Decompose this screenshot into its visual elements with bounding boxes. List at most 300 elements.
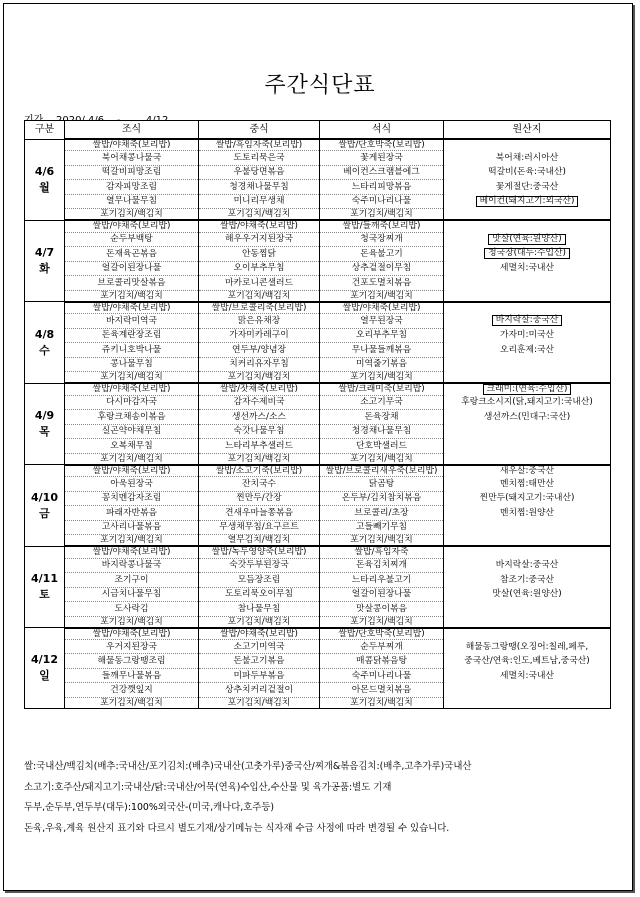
- menu-row: [25, 328, 611, 343]
- breakfast-cell: [65, 410, 199, 425]
- day-date: 4/8: [34, 327, 55, 341]
- day-weekday: 수: [39, 343, 50, 357]
- dinner-cell: [320, 247, 444, 262]
- breakfast-text: 쌀밥/야채죽(보리밥): [92, 384, 171, 395]
- dinner-cell: [320, 654, 444, 669]
- dinner-cell: [320, 328, 444, 343]
- menu-row: [25, 535, 611, 547]
- lunch-text: 우불당면볶음: [233, 167, 285, 178]
- breakfast-cell: [65, 439, 199, 454]
- origin-cell: [444, 180, 611, 195]
- origin-text: 해물동그랑땡(오징어:칠레,페루,: [465, 641, 589, 652]
- origin-cell: [444, 573, 611, 588]
- dinner-cell: [320, 357, 444, 372]
- lunch-cell: [199, 683, 320, 698]
- breakfast-text: 쌀밥/야채죽(보리밥): [92, 465, 171, 476]
- lunch-text: 청경채나물무침: [229, 181, 289, 192]
- note-line: 소고기:호주산/돼지고기:국내산/닭:국내산/어묵(연육)수입산,수산물 및 육가공품:별도 기재: [24, 781, 392, 793]
- origin-cell: [444, 383, 611, 395]
- origin-cell: [444, 410, 611, 425]
- lunch-cell: [199, 546, 320, 558]
- menu-row: [25, 290, 611, 302]
- lunch-cell: [199, 165, 320, 180]
- origin-cell: [444, 439, 611, 454]
- menu-row: [25, 247, 611, 262]
- lunch-cell: [199, 506, 320, 521]
- lunch-text: 미니리무생채: [233, 196, 285, 207]
- lunch-cell: [199, 410, 320, 425]
- menu-row: [25, 628, 611, 640]
- dinner-text: 포기김치/백김치: [350, 697, 413, 708]
- lunch-cell: [199, 328, 320, 343]
- breakfast-cell: [65, 261, 199, 276]
- dinner-cell: [320, 453, 444, 465]
- origin-cell: [444, 220, 611, 232]
- menu-row: [25, 232, 611, 247]
- lunch-text: 포기김치/백김치: [227, 616, 291, 627]
- menu-row: [25, 343, 611, 358]
- lunch-cell: [199, 453, 320, 465]
- origin-text: 맛살(연육:원양산): [492, 589, 562, 600]
- dinner-cell: [320, 343, 444, 358]
- dinner-cell: [320, 276, 444, 291]
- dinner-cell: [320, 383, 444, 395]
- origin-cell: [444, 314, 611, 329]
- menu-table: [24, 120, 611, 709]
- dinner-cell: [320, 573, 444, 588]
- lunch-cell: [199, 302, 320, 314]
- dinner-cell: [320, 139, 444, 151]
- breakfast-cell: [65, 357, 199, 372]
- dinner-cell: [320, 151, 444, 166]
- origin-text: 북어채:러시아산: [495, 152, 559, 163]
- dinner-text: 무나물들깨볶음: [351, 344, 412, 355]
- origin-text: 중국산/연육:인도,베트남,중국산): [464, 656, 590, 667]
- note-line: 두부,순두부,연두부(대두):100%외국산-(미국,캐나다,호주등): [24, 802, 275, 813]
- origin-text: 베이컨(돼지고기:외국산): [476, 196, 579, 207]
- day-cell: [25, 302, 65, 383]
- breakfast-cell: [65, 465, 199, 477]
- breakfast-cell: [65, 165, 199, 180]
- header-breakfast: 조식: [65, 121, 199, 140]
- day-date: 4/9: [34, 409, 55, 423]
- breakfast-text: 포기김치/백김치: [100, 372, 163, 383]
- breakfast-cell: [65, 328, 199, 343]
- dinner-cell: [320, 290, 444, 302]
- lunch-text: 열무김치/백김치: [227, 535, 291, 546]
- lunch-cell: [199, 290, 320, 302]
- lunch-text: 느타리부추샐러드: [225, 440, 293, 451]
- origin-cell: [444, 343, 611, 358]
- breakfast-text: 포기김치/백김치: [100, 535, 163, 546]
- breakfast-text: 쌀밥/야채죽(보리밥): [92, 302, 171, 313]
- breakfast-text: 쥬키니호박나물: [101, 344, 162, 355]
- menu-row: [25, 424, 611, 439]
- menu-row: [25, 616, 611, 628]
- dinner-cell: [320, 220, 444, 232]
- dinner-text: 포기김치/백김치: [350, 209, 413, 220]
- dinner-text: 건포도멸치볶음: [351, 277, 412, 288]
- lunch-text: 쌀밥/녹두영양죽(보리밥): [211, 547, 307, 558]
- dinner-cell: [320, 628, 444, 640]
- dinner-text: 꽃게된장국: [360, 152, 403, 163]
- origin-cell: [444, 357, 611, 372]
- origin-text: 멘치찜:원양산: [500, 507, 554, 518]
- dinner-text: 온두부/김치참치볶음: [341, 493, 422, 504]
- origin-cell: [444, 602, 611, 617]
- origin-cell: [444, 639, 611, 654]
- lunch-cell: [199, 194, 320, 209]
- dinner-cell: [320, 180, 444, 195]
- header-lunch: 중식: [199, 121, 320, 140]
- breakfast-cell: [65, 395, 199, 410]
- lunch-cell: [199, 602, 320, 617]
- breakfast-cell: [65, 628, 199, 640]
- dinner-cell: [320, 558, 444, 573]
- lunch-cell: [199, 465, 320, 477]
- menu-row: [25, 395, 611, 410]
- breakfast-text: 건강깻잎지: [110, 685, 153, 696]
- breakfast-text: 돈육계란장조림: [101, 330, 162, 341]
- dinner-cell: [320, 314, 444, 329]
- lunch-cell: [199, 343, 320, 358]
- menu-row: [25, 558, 611, 573]
- origin-cell: [444, 247, 611, 262]
- dinner-cell: [320, 697, 444, 708]
- menu-row: [25, 180, 611, 195]
- breakfast-text: 실곤약야채무침: [101, 426, 162, 437]
- menu-row: [25, 602, 611, 617]
- menu-row: [25, 520, 611, 535]
- breakfast-text: 다시마감자국: [106, 397, 157, 408]
- breakfast-cell: [65, 668, 199, 683]
- dinner-text: 쌀밥/브로콜리새우죽(보리밥): [325, 465, 438, 476]
- lunch-text: 포기김치/백김치: [227, 290, 291, 301]
- lunch-text: 도토리묵은국: [233, 152, 285, 163]
- lunch-cell: [199, 616, 320, 628]
- breakfast-cell: [65, 654, 199, 669]
- day-cell: [25, 139, 65, 220]
- breakfast-text: 쌀밥/야채죽(보리밥): [92, 221, 171, 232]
- dinner-text: 미역줄기볶음: [356, 359, 407, 370]
- breakfast-text: 바지락미역국: [106, 315, 157, 326]
- origin-text: 참조기:중국산: [500, 574, 554, 585]
- breakfast-cell: [65, 558, 199, 573]
- breakfast-cell: [65, 383, 199, 395]
- origin-cell: [444, 328, 611, 343]
- day-cell: [25, 546, 65, 627]
- origin-cell: [444, 477, 611, 492]
- origin-cell: [444, 302, 611, 314]
- menu-row: [25, 220, 611, 232]
- breakfast-cell: [65, 520, 199, 535]
- dinner-text: 숙주미나리나물: [351, 670, 412, 681]
- dinner-cell: [320, 395, 444, 410]
- origin-text: 크래미:(연육:수입산): [483, 384, 572, 395]
- lunch-cell: [199, 628, 320, 640]
- breakfast-cell: [65, 602, 199, 617]
- origin-cell: [444, 491, 611, 506]
- breakfast-text: 후랑크채송이볶음: [97, 411, 166, 422]
- origin-text: 생선까스(민대구:국산): [483, 411, 571, 422]
- menu-row: [25, 276, 611, 291]
- menu-row: [25, 357, 611, 372]
- breakfast-text: 고사리나물볶음: [101, 522, 162, 533]
- dinner-text: 단호박샐러드: [356, 440, 407, 451]
- breakfast-text: 바지락콩나물국: [101, 560, 162, 571]
- lunch-cell: [199, 209, 320, 221]
- origin-text: 후랑크소시지(닭,돼지고기:국내산): [461, 397, 593, 408]
- dinner-cell: [320, 506, 444, 521]
- day-weekday: 일: [39, 669, 50, 683]
- header-dinner: 석식: [320, 121, 444, 140]
- lunch-cell: [199, 491, 320, 506]
- breakfast-text: 쌀밥/야채죽(보리밥): [92, 547, 171, 558]
- lunch-text: 쌀밥/야채죽(보리밥): [220, 221, 298, 232]
- breakfast-cell: [65, 535, 199, 547]
- breakfast-text: 오복채무침: [110, 440, 153, 451]
- lunch-text: 찐만두/간장: [236, 493, 282, 504]
- dinner-cell: [320, 232, 444, 247]
- day-date: 4/6: [34, 164, 55, 178]
- dinner-text: 청국장찌개: [360, 234, 403, 245]
- lunch-text: 연두부/양념장: [232, 344, 286, 355]
- origin-text: 찐만두(돼지고기:국내산): [479, 493, 575, 504]
- dinner-text: 얼갈이된장나물: [351, 589, 412, 600]
- breakfast-cell: [65, 247, 199, 262]
- lunch-cell: [199, 261, 320, 276]
- day-date: 4/10: [31, 490, 58, 504]
- lunch-cell: [199, 395, 320, 410]
- breakfast-cell: [65, 616, 199, 628]
- lunch-text: 무생채무침/요구르트: [219, 522, 299, 533]
- lunch-text: 쌀밥/흑임자죽(보리밥): [215, 140, 303, 150]
- origin-cell: [444, 465, 611, 477]
- lunch-text: 쌀밥/브로콜리죽(보리밥): [211, 302, 307, 313]
- dinner-cell: [320, 587, 444, 602]
- breakfast-cell: [65, 276, 199, 291]
- dinner-cell: [320, 546, 444, 558]
- breakfast-cell: [65, 424, 199, 439]
- breakfast-cell: [65, 194, 199, 209]
- origin-text: 꽃게절단:중국산: [495, 181, 559, 192]
- dinner-text: 돈육장채: [364, 411, 399, 422]
- origin-text: 맛살(연육:원양산): [488, 234, 565, 245]
- menu-row: [25, 194, 611, 209]
- origin-cell: [444, 697, 611, 708]
- breakfast-cell: [65, 343, 199, 358]
- lunch-cell: [199, 587, 320, 602]
- menu-row: [25, 654, 611, 669]
- lunch-text: 상추치커리겉절이: [225, 685, 293, 696]
- origin-cell: [444, 151, 611, 166]
- breakfast-text: 아욱된장국: [110, 478, 153, 489]
- dinner-text: 브로콜리/초장: [354, 507, 409, 518]
- menu-row: [25, 410, 611, 425]
- lunch-cell: [199, 232, 320, 247]
- origin-cell: [444, 535, 611, 547]
- breakfast-cell: [65, 232, 199, 247]
- dinner-cell: [320, 520, 444, 535]
- menu-row: [25, 439, 611, 454]
- breakfast-text: 조기구이: [114, 574, 149, 585]
- lunch-text: 마카로니콘샐러드: [225, 277, 293, 288]
- lunch-text: 치커리유자무침: [229, 359, 289, 370]
- lunch-cell: [199, 535, 320, 547]
- dinner-text: 베이컨스크램블에그: [343, 167, 420, 178]
- dinner-cell: [320, 477, 444, 492]
- lunch-text: 소고기미역국: [233, 641, 285, 652]
- origin-cell: [444, 616, 611, 628]
- breakfast-cell: [65, 491, 199, 506]
- dinner-text: 숙주미나리나물: [351, 196, 412, 207]
- origin-cell: [444, 139, 611, 151]
- lunch-text: 미파두부볶음: [233, 670, 285, 681]
- dinner-cell: [320, 535, 444, 547]
- day-date: 4/12: [31, 653, 58, 667]
- dinner-text: 맛살콩이볶음: [356, 603, 407, 614]
- day-weekday: 금: [39, 506, 50, 520]
- breakfast-text: 쌀밥/야채죽(보리밥): [92, 628, 171, 639]
- breakfast-cell: [65, 314, 199, 329]
- dinner-cell: [320, 165, 444, 180]
- lunch-text: 생선까스/소스: [232, 411, 286, 422]
- dinner-text: 쌀밥/크래미죽(보리밥): [338, 384, 425, 395]
- dinner-text: 열무된장국: [360, 315, 403, 326]
- dinner-cell: [320, 668, 444, 683]
- dinner-cell: [320, 209, 444, 221]
- origin-cell: [444, 209, 611, 221]
- origin-cell: [444, 165, 611, 180]
- breakfast-cell: [65, 372, 199, 384]
- dinner-cell: [320, 424, 444, 439]
- origin-cell: [444, 506, 611, 521]
- breakfast-cell: [65, 302, 199, 314]
- breakfast-text: 들깨무나물볶음: [101, 670, 162, 681]
- breakfast-cell: [65, 546, 199, 558]
- menu-row: [25, 697, 611, 708]
- lunch-text: 안동찜닭: [242, 248, 276, 259]
- dinner-cell: [320, 439, 444, 454]
- lunch-cell: [199, 180, 320, 195]
- day-weekday: 토: [39, 588, 50, 602]
- menu-row: [25, 383, 611, 395]
- origin-cell: [444, 683, 611, 698]
- lunch-text: 포기김치/백김치: [227, 453, 291, 464]
- menu-row: [25, 165, 611, 180]
- menu-row: [25, 302, 611, 314]
- dinner-cell: [320, 194, 444, 209]
- dinner-text: 순두부찌개: [360, 641, 403, 652]
- breakfast-text: 콩나물무침: [110, 359, 153, 370]
- header-division: 구분: [25, 121, 65, 140]
- dinner-text: 포기김치/백김치: [350, 372, 413, 383]
- day-cell: [25, 628, 65, 709]
- lunch-cell: [199, 247, 320, 262]
- origin-cell: [444, 290, 611, 302]
- lunch-cell: [199, 357, 320, 372]
- day-cell: [25, 220, 65, 301]
- breakfast-cell: [65, 506, 199, 521]
- notes: [24, 757, 471, 839]
- origin-text: 세멸치:국내산: [500, 670, 554, 681]
- dinner-text: 포기김치/백김치: [350, 535, 413, 546]
- menu-row: [25, 506, 611, 521]
- origin-text: 가자미:미국산: [500, 330, 554, 341]
- dinner-text: 쌀밥/들깨죽(보리밥): [342, 221, 421, 232]
- day-weekday: 월: [39, 180, 50, 194]
- lunch-cell: [199, 383, 320, 395]
- page-title: 주간식단표: [264, 73, 376, 98]
- origin-cell: [444, 276, 611, 291]
- origin-cell: [444, 520, 611, 535]
- dinner-text: 포기김치/백김치: [350, 290, 413, 301]
- breakfast-cell: [65, 290, 199, 302]
- dinner-cell: [320, 491, 444, 506]
- breakfast-cell: [65, 587, 199, 602]
- day-cell: [25, 383, 65, 465]
- origin-text: 바지락살:중국산: [492, 315, 562, 326]
- breakfast-cell: [65, 683, 199, 698]
- note-line: 돈육,우육,계육 원산지 표기와 다르시 별도기재/상기메뉴는 식자재 수급 사정에 따라 변경될 수 있습니다.: [24, 822, 450, 834]
- lunch-cell: [199, 220, 320, 232]
- origin-text: 바지락살:중국산: [495, 560, 559, 571]
- dinner-text: 매콤닭볶음탕: [356, 656, 407, 667]
- lunch-cell: [199, 654, 320, 669]
- lunch-text: 가자미카레구이: [229, 330, 289, 341]
- dinner-text: 느타리우불고기: [351, 574, 412, 585]
- breakfast-cell: [65, 639, 199, 654]
- lunch-text: 잔치국수: [242, 478, 276, 489]
- lunch-cell: [199, 372, 320, 384]
- dinner-text: 청경채나물무침: [351, 426, 412, 437]
- menu-row: [25, 683, 611, 698]
- breakfast-text: 감자피망조림: [106, 181, 157, 192]
- breakfast-text: 떡갈비피망조림: [101, 167, 162, 178]
- origin-cell: [444, 395, 611, 410]
- menu-row: [25, 372, 611, 384]
- header-row: [25, 121, 611, 140]
- breakfast-text: 열무나물무침: [106, 196, 157, 207]
- origin-cell: [444, 628, 611, 640]
- breakfast-text: 포기김치/백김치: [100, 453, 163, 464]
- lunch-text: 쌀밥/야채죽(보리밥): [220, 628, 298, 639]
- menu-row: [25, 453, 611, 465]
- lunch-text: 포기김치/백김치: [227, 697, 291, 708]
- menu-row: [25, 209, 611, 221]
- lunch-cell: [199, 139, 320, 151]
- breakfast-cell: [65, 139, 199, 151]
- menu-row: [25, 139, 611, 151]
- breakfast-text: 포기김치/백김치: [100, 616, 163, 627]
- origin-cell: [444, 232, 611, 247]
- dinner-text: 소고기무국: [360, 397, 403, 408]
- dinner-cell: [320, 302, 444, 314]
- header-origin: 원산지: [444, 121, 611, 140]
- dinner-text: 쌀밥/단호박죽(보리밥): [338, 628, 425, 639]
- lunch-text: 포기김치/백김치: [227, 209, 291, 220]
- breakfast-text: 파래자반볶음: [106, 507, 157, 518]
- origin-cell: [444, 453, 611, 465]
- breakfast-text: 돈재육곤볶음: [106, 248, 157, 259]
- lunch-cell: [199, 151, 320, 166]
- breakfast-text: 얼갈이된장나물: [101, 263, 162, 274]
- lunch-text: 참나물무침: [237, 603, 281, 614]
- origin-cell: [444, 261, 611, 276]
- dinner-cell: [320, 372, 444, 384]
- breakfast-text: 포기김치/백김치: [100, 290, 163, 301]
- dinner-cell: [320, 261, 444, 276]
